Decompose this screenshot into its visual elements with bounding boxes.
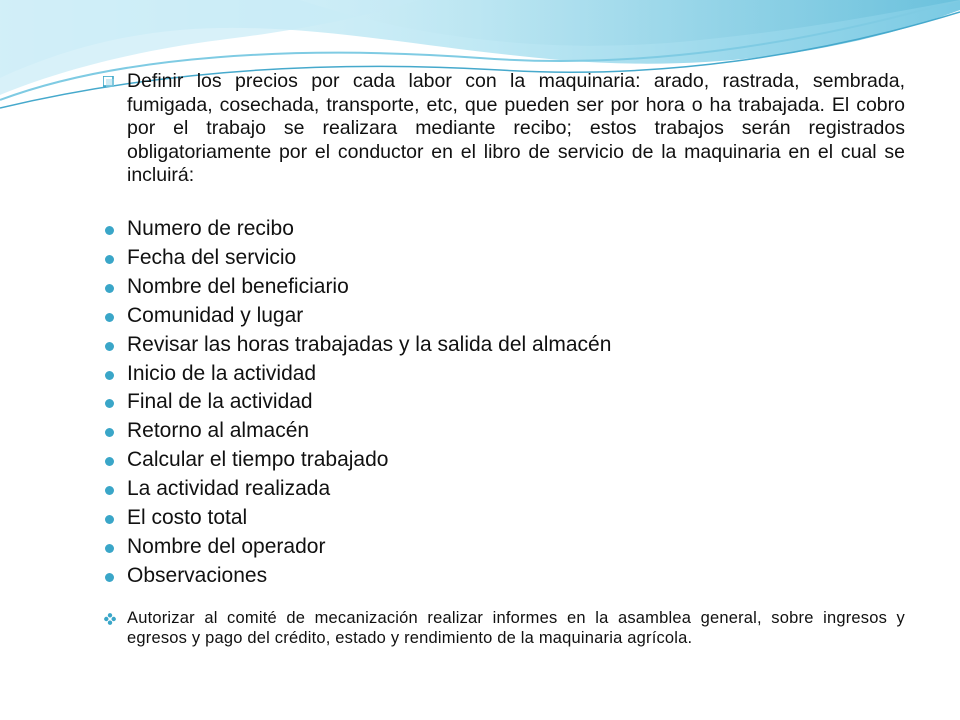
intro-paragraph: Definir los precios por cada labor con la maquinaria: arado, rastrada, sembrada, fumigada, cosechada, transporte, etc, que pueden ser por hora o ha trabajada. El cobro por el trabajo se realizara mediante recibo; estos trabajos serán registrados obligatoriamente por el conductor en el libro de servicio de la maquinaria en el cual se incluirá:	[127, 70, 905, 186]
list-item-label: Final de la actividad	[127, 390, 313, 414]
list-item-label: Observaciones	[127, 563, 268, 587]
bullet-dot-icon	[105, 255, 114, 264]
list-item-label: Revisar las horas trabajadas y la salida del almacén	[127, 332, 612, 356]
list-item-label: Retorno al almacén	[127, 419, 310, 443]
list-item	[104, 215, 611, 244]
service-record-fields-list	[104, 215, 611, 591]
list-item-label: El costo total	[127, 506, 248, 530]
closing-paragraph: Autorizar al comité de mecanización realizar informes en la asamblea general, sobre ingresos y egresos y pago del crédito, estado y rendimiento de la maquinaria agrícola.	[127, 609, 905, 647]
list-item	[104, 273, 611, 302]
square-bullet-icon	[103, 76, 114, 87]
list-item-label: Nombre del beneficiario	[127, 274, 349, 298]
list-item-label: Nombre del operador	[127, 534, 326, 558]
list-item	[104, 446, 611, 475]
list-item-label: La actividad realizada	[127, 477, 331, 501]
list-item	[104, 360, 611, 389]
list-item	[104, 562, 611, 591]
bullet-dot-icon	[105, 342, 114, 351]
list-item	[104, 331, 611, 360]
bullet-dot-icon	[105, 428, 114, 437]
list-item-label: Calcular el tiempo trabajado	[127, 448, 389, 472]
list-item	[104, 475, 611, 504]
list-item-label: Inicio de la actividad	[127, 361, 317, 385]
bullet-dot-icon	[105, 371, 114, 380]
bullet-dot-icon	[105, 486, 114, 495]
list-item	[104, 504, 611, 533]
diamond-bullet-icon	[104, 613, 116, 625]
list-item	[104, 244, 611, 273]
list-item-label: Fecha del servicio	[127, 245, 297, 269]
list-item	[104, 533, 611, 562]
list-item-label: Numero de recibo	[127, 217, 294, 240]
bullet-dot-icon	[105, 226, 114, 235]
bullet-dot-icon	[105, 313, 114, 322]
list-item-label: Comunidad y lugar	[127, 303, 304, 327]
bullet-dot-icon	[105, 573, 114, 582]
bullet-dot-icon	[105, 544, 114, 553]
bullet-dot-icon	[105, 457, 114, 466]
list-item	[104, 417, 611, 446]
bullet-dot-icon	[105, 284, 114, 293]
list-item	[104, 302, 611, 331]
list-item	[104, 388, 611, 417]
bullet-dot-icon	[105, 515, 114, 524]
bullet-dot-icon	[105, 399, 114, 408]
